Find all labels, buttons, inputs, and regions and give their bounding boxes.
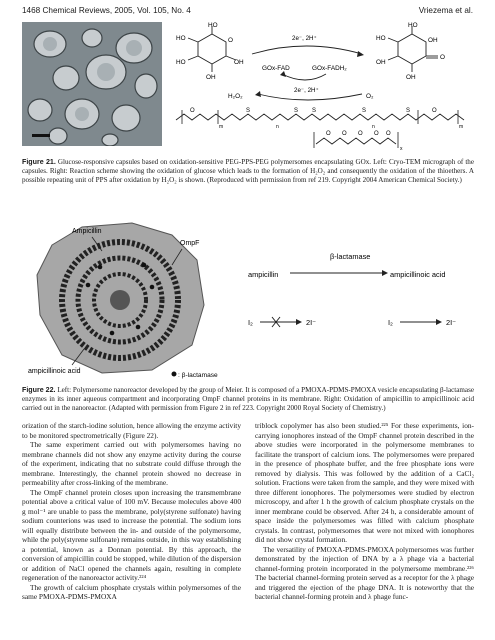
beta-lactamase-legend-dot xyxy=(172,372,177,377)
running-header xyxy=(22,6,473,18)
sulf-o-3: O xyxy=(374,131,379,137)
ampicillin-oxidation-scheme xyxy=(248,225,474,365)
page-number-journal: 1468 Chemical Reviews, 2005, Vol. 105, No. 4 xyxy=(22,6,191,15)
sulf-o-1: O xyxy=(342,131,347,137)
scheme-iodide-right: 2I⁻ xyxy=(446,318,457,327)
figure-21-caption-text: Glucose-responsive capsules based on oxidation-sensitive PEG-PPS-PEG polymersomes encapsulating GOx. Left: Cryo-TEM micrograph of the capsules. Right: Reaction scheme showing the oxidation of glucose which leads to the formation of H₂O₂ and consequently the oxidation of the thioethers. A possible repeating unit of PPS after oxidation by H₂O₂ is shown. (Reproduced with permission from ref 219. Copyright 2004 American Chemical Society.) xyxy=(22,158,474,185)
chain-sub-n2: n xyxy=(372,124,375,130)
paragraph: The same experiment carried out with polymersomes having no membrane channels did not show any enzyme activity during the course of the experiment, indicating that no substrate could diffuse through the membrane. Interestingly, the channel protein showed no decrease in permeability after cross-linking of the membrane. xyxy=(22,440,241,487)
chain-s-5: S xyxy=(406,108,411,114)
oxidized-repeat-unit xyxy=(316,138,396,144)
chain-o-3: O xyxy=(326,131,331,137)
paragraph: triblock copolymer has also been studied.²²⁵ For these experiments, ion-carrying ionophores instead of the OmpF channel protein described in the above studies were incorporated in the polymersome membranes to facilitate the transport of calcium ions. The polymersomes were prepared in the presence of phosphate buffer, and the free phosphate ions were removed by dialysis. This was followed by the addition of a CaCl₂ solution. Fractions were taken from the sample, and they were mixed with three different ionophores. The polymersomes were studied by electron microscopy, and after 1 h the growth of calcium phosphate crystals on the inner membrane could be observed. After 24 h, a considerable amount of space inside the polymersomes was filled with calcium phosphate crystals. In contrast, polymersomes that were not mixed with ionophores did not show crystal formation. xyxy=(255,421,474,544)
chain-sub-n1: n xyxy=(276,124,279,130)
scheme-i2-right: I₂ xyxy=(388,318,393,327)
scheme-ampicillinoic: ampicillinoic acid xyxy=(390,270,446,279)
chain-s-2: S xyxy=(294,108,299,114)
label-ho-4: HO xyxy=(176,59,186,66)
label-oh-3: OH xyxy=(206,74,216,81)
chain-s-4: S xyxy=(362,108,367,114)
figure-22-caption-text: Left: Polymersome nanoreactor developed by the group of Meier. It is composed of a PMOXA-PDMS-PMOXA vesicle encapsulating β-lactamase enzymes in its inner aqueous compartment and incorporating OmpF channel proteins in its membrane. Right: Oxidation of ampicillin to ampicillinoic acid carried out in the nanoreactor. (Adapted with permission from Figure 2 in ref 223. Copyright 2000 Royal Society of Chemistry.) xyxy=(22,386,474,413)
label-oh-1: OH xyxy=(234,59,244,66)
paragraph: The OmpF channel protein closes upon increasing the transmembrane potential above a critical value of 100 mV. Because molecules above 400 g mol⁻¹ are unable to pass the membrane, poly(styrene sulfonate) having sodium counterions was used to increase the potential. The sodium ions will equally distribute between the in- and outside of the polymersome, while the poly(styrene sulfonate) remains outside, in this way establishing a potential, known as a Donnan potential. By this approach, the conversion of ampicillin could be stopped, while dilution of the dispersion or addition of NaCl opened the channels again, resulting in complete regeneration of the nanoreactor activity.²²⁴ xyxy=(22,487,241,582)
scheme-i2-left: I₂ xyxy=(248,318,253,327)
label-electrons-bottom: 2e⁻, 2H⁺ xyxy=(294,87,319,94)
chain-sub-x: x xyxy=(400,146,403,150)
figure-21-caption xyxy=(22,158,474,185)
micrograph-image xyxy=(22,22,162,146)
scheme-iodide-left: 2I⁻ xyxy=(306,318,317,327)
glucose-oxidation-scheme xyxy=(166,20,474,150)
label-oh-5: OH xyxy=(428,37,438,44)
chain-s-1: S xyxy=(246,108,251,114)
cryo-tem-micrograph xyxy=(22,22,162,146)
paragraph: orization of the starch-iodine solution, hence allowing the enzyme activity to be monitored spectrometrically (Figure 22). xyxy=(22,421,241,440)
label-oh-7: OH xyxy=(376,59,386,66)
figure-22-label: Figure 22. xyxy=(22,386,56,394)
label-ho-6: HO xyxy=(408,22,418,29)
running-authors: Vriezema et al. xyxy=(418,6,473,15)
chain-s-3: S xyxy=(312,108,317,114)
label-beta-lactamase-legend: : β-lactamase xyxy=(178,372,218,379)
arrow-oxygen-reduction xyxy=(258,94,362,100)
label-o2: O₂ xyxy=(366,93,374,100)
arrow-glucose-oxidation xyxy=(252,46,362,54)
label-ampicillinoic-bottom: ampicillinoic acid xyxy=(28,368,81,375)
label-oh-9: OH xyxy=(406,74,416,81)
label-ketone-o: O xyxy=(440,54,445,61)
label-h2o2: H₂O₂ xyxy=(228,93,243,100)
paragraph: The growth of calcium phosphate crystals within polymersomes of the same PMOXA-PDMS-PMOXA xyxy=(22,582,241,601)
chain-sub-m1: m xyxy=(219,124,224,130)
body-column-left xyxy=(22,421,241,602)
label-ompf: OmpF xyxy=(180,240,200,247)
chain-o-4: O xyxy=(386,131,391,137)
polymer-chain-bonds xyxy=(176,114,464,120)
chain-o-2: O xyxy=(432,108,437,114)
label-electrons-top: 2e⁻, 2H⁺ xyxy=(292,35,317,42)
label-ho-8: HO xyxy=(376,35,386,42)
scheme-ampicillin: ampicillin xyxy=(248,270,279,279)
label-ho-2: HO xyxy=(176,35,186,42)
nanoreactor-illustration xyxy=(22,215,242,380)
figure-21-label: Figure 21. xyxy=(22,158,56,166)
chain-o-1: O xyxy=(190,108,195,114)
label-o-ring: O xyxy=(228,37,233,44)
scheme-beta-lactamase: β-lactamase xyxy=(330,252,371,261)
body-column-right xyxy=(255,421,474,602)
label-gox-fadh2: GOx-FADH₂ xyxy=(312,65,347,72)
paragraph: The versatility of PMOXA-PDMS-PMOXA polymersomes was further demonstrated by the injection of DNA by a λ phage via a bacterial channel-forming protein incorporated in the polymersome membrane.²²⁶ The bacterial channel-forming protein served as a receptor for the λ phage and triggered the ejection of the phage DNA. It is noteworthy that the bacterial channel-forming protein and λ phage func- xyxy=(255,544,474,601)
label-gox-fad: GOx-FAD xyxy=(262,65,290,72)
sulf-o-2: O xyxy=(358,131,363,137)
label-ho-1: HO xyxy=(208,22,218,29)
label-ampicillin-top: Ampicillin xyxy=(72,228,102,235)
figure-22-caption xyxy=(22,386,474,413)
chain-sub-m2: m xyxy=(459,124,464,130)
